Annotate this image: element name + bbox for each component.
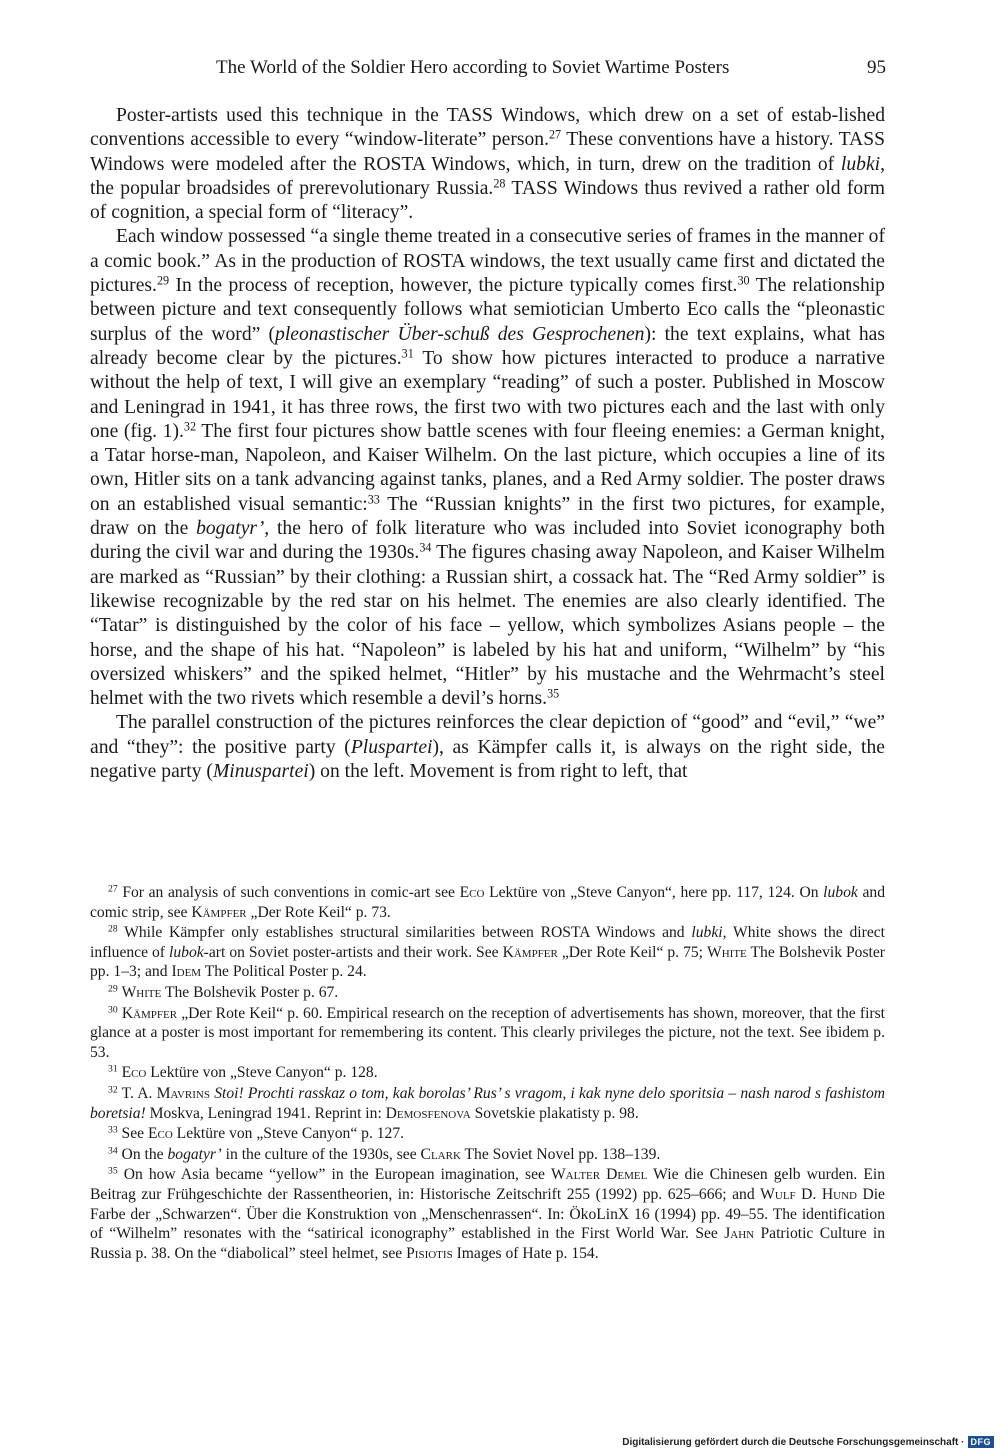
footnote-27: $^{27}$ For an analysis of such conventions in comic-art see Eco Lektüre von „Steve Canyon“, here pp. 117, 124. On lubok and comic strip, see Kämpfer „Der Rote Keil“ p. 73. (90, 883, 886, 921)
running-title: The World of the Soldier Hero according to Soviet Wartime Posters (216, 57, 730, 78)
footnote-ref: 30 (737, 273, 750, 288)
footnote-ref: 27 (548, 127, 562, 142)
footnote-ref: 28 (493, 176, 506, 191)
footnote-ref: 29 (156, 273, 170, 288)
paragraph: Poster-artists used this technique in the TASS Windows, which drew on a set of estab-lished conventions accessible to every “window-literate” person.$^{27}$ These conventions have a history. TASS Windows were modeled after the ROSTA Windows, which, in turn, drew on the tradition of lubki, the popular broadsides of prerevolutionary Russia.$^{28}$ TASS Windows thus revived a rather old form of cognition, a special form of “literacy”. (90, 105, 885, 224)
footnote-30: $^{30}$ Kämpfer „Der Rote Keil“ p. 60. Empirical research on the reception of advertisements has shown, moreover, that the first glance at a poster is most important for remembering its content. This clearly privileges the picture, not the text. See ibidem p. 53. (90, 1004, 885, 1061)
footnote-ref: 31 (401, 346, 414, 361)
footnote-35: $^{35}$ On how Asia became “yellow” in the European imagination, see Walter Demel Wie die Chinesen gelb wurden. Ein Beitrag zur Frühgeschichte der Rassentheorien, in: Historische Zeitschrift 255 (1992) pp. 625–666; and Wulf D. Hund Die Farbe der „Schwarzen“. Über die Konstruktion von „Menschenrassen“. In: ÖkoLinX 16 (1994) pp. 49–55. The identification of “Wilhelm” resonates with the “satirical iconography” established in the First World War. See Jahn Patriotic Culture in Russia p. 38. On the “diabolical” steel helmet, see Pisiotis Images of Hate p. 154. (90, 1166, 885, 1262)
footnote-28: $^{28}$ While Kämpfer only establishes structural similarities between ROSTA Windows and lubki, White shows the direct influence of lubok-art on Soviet poster-artists and their work. See Kämpfer „Der Rote Keil“ p. 75; White The Bolshevik Poster pp. 1–3; and Idem The Political Poster p. 24. (90, 923, 885, 981)
credit-text: Digitalisierung gefördert durch die Deutsche Forschungsgemeinschaft · (622, 1436, 965, 1448)
footnote-ref: 34 (419, 540, 432, 555)
footnote-ref: 35 (547, 686, 560, 701)
footnote-33: $^{33}$ See Eco Lektüre von „Steve Canyon“ p. 127. (108, 1124, 405, 1143)
body-text (90, 104, 885, 784)
footnote-29: $^{29}$ White The Bolshevik Poster p. 67. (108, 983, 339, 1001)
footnote-ref: 32 (183, 419, 197, 434)
paragraph: Each window possessed “a single theme treated in a consecutive series of frames in the manner of a comic book.” As in the production of ROSTA windows, the text usually came first and dictated the pictures.$^{29}$ In the process of reception, however, the picture typically comes first.$^{30}$ The relationship between picture and text consequently follows what semiotician Umberto Eco calls the “pleonastic surplus of the word” (pleonastischer Über-schuß des Gesprochenen): the text explains, what has already become clear by the pictures.$^{31}$ To show how pictures interacted to produce a narrative without the help of text, I will give an exemplary “reading” of such a poster. Published in Moscow and Leningrad in 1941, it has three rows, the first two with two pictures each and the last with only one (fig. 1).$^{32}$ The first four pictures show battle scenes with four fleeing enemies: a German knight, a Tatar horse-man, Napoleon, and Kaiser Wilhelm. On the last picture, which occupies a line of its own, Hitler sits on a tank advancing against tanks, planes, and a Red Army soldier. The poster draws on an established visual semantic:$^{33}$ The “Russian knights” in the first two pictures, for example, draw on the bogatyr’, the hero of folk literature who was included into Soviet iconography both during the civil war and during the 1930s.$^{34}$ The figures chasing away Napoleon, and Kaiser Wilhelm are marked as “Russian” by their clothing: a Russian shirt, a cossack hat. The “Red Army soldier” is likewise recognizable by the red star on his helmet. The enemies are also clearly identified. The “Tatar” is distinguished by the color of his face – yellow, which symbolizes Asians people – the horse, and the shape of his hat. “Napoleon” is labeled by his hat and uniform, “Wilhelm” by “his oversized whiskers” and the spiked helmet, “Hitler” by his mustache and the Wehrmacht’s steel helmet with the two rivets which resemble a devil’s horns.$^{35}$ (90, 226, 886, 710)
footnote-ref: 33 (367, 492, 380, 507)
footnote-31: $^{31}$ Eco Lektüre von „Steve Canyon“ p. 128. (108, 1064, 378, 1082)
footnote-34: $^{34}$ On the bogatyr’ in the culture of the 1930s, see Clark The Soviet Novel pp. 138–139. (108, 1145, 661, 1163)
digitization-credit (622, 1436, 994, 1448)
page-number: 95 (867, 57, 886, 78)
dfg-logo: DFG (968, 1436, 995, 1448)
footnotes (90, 883, 885, 1264)
paragraph: The parallel construction of the pictures reinforces the clear depiction of “good” and “evil,” “we” and “they”: the positive party (Pluspartei), as Kämpfer calls it, is always on the right side, the negative party (Minuspartei) on the left. Movement is from right to left, that (90, 712, 885, 783)
footnote-32: $^{32}$ T. A. Mavrins Stoi! Prochti rasskaz o tom, kak borolas’ Rus’ s vragom, i kak nyne delo sporitsia – nash narod s fashistom boretsia! Moskva, Leningrad 1941. Reprint in: Demosfenova Sovetskie plakatisty p. 98. (90, 1084, 885, 1122)
